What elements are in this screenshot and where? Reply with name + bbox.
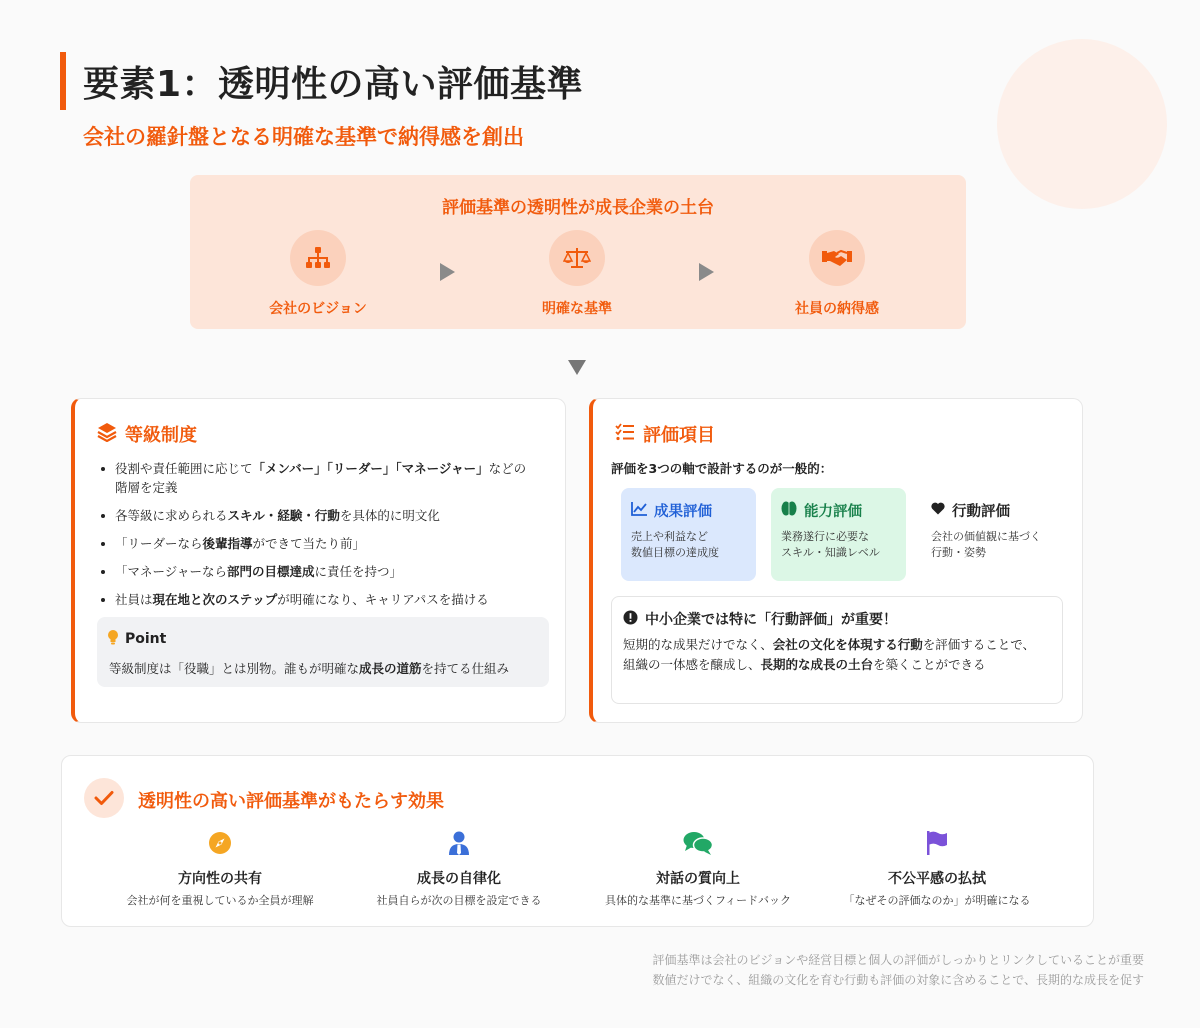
- footer-line: 数値だけでなく、組織の文化を育む行動も評価の対象に含めることで、長期的な成長を促す: [652, 973, 1144, 987]
- axis-performance: [621, 488, 756, 581]
- flow-arrow-icon: [440, 263, 455, 281]
- grade-system-card: [71, 398, 566, 723]
- page-subtitle: 会社の羅針盤となる明確な基準で納得感を創出: [83, 125, 524, 149]
- page-title: 要素1：透明性の高い評価基準: [83, 64, 584, 105]
- grade-card-title: [97, 421, 197, 447]
- flow-panel: [190, 175, 966, 329]
- flow-step-label: 社員の納得感: [795, 301, 879, 317]
- handshake-icon: [809, 230, 865, 286]
- point-text: 等級制度は「役職」とは別物。誰もが明確な成長の道筋を持てる仕組み: [109, 661, 510, 676]
- sitemap-icon: [290, 230, 346, 286]
- footer-line: 評価基準は会社のビジョンや経営目標と個人の評価がしっかりとリンクしていることが重要: [652, 953, 1144, 967]
- axis-desc: 売上や利益など 数値目標の達成度: [631, 530, 719, 559]
- axis-desc: 会社の価値観に基づく 行動・姿勢: [931, 530, 1041, 559]
- list-item: 役割や責任範囲に応じて「メンバー」「リーダー」「マネージャー」などの階層を定義: [97, 459, 537, 497]
- effects-card: [61, 755, 1094, 927]
- alert-text: 短期的な成果だけでなく、会社の文化を体現する行動を評価することで、 組織の一体感を醸成し、長期的な成長の土台を築くことができる: [623, 637, 1036, 672]
- flow-step-criteria: [487, 230, 667, 318]
- check-icon: [84, 778, 124, 818]
- effect-desc: 具体的な基準に基づくフィードバック: [605, 894, 791, 907]
- flow-step-label: 明確な基準: [542, 301, 612, 317]
- alert-title: 中小企業では特に「行動評価」が重要！: [623, 609, 897, 629]
- grade-title-text: 等級制度: [125, 425, 197, 446]
- list-item: 「リーダーなら後輩指導ができて当たり前」: [97, 534, 537, 553]
- chart-line-icon: [631, 502, 647, 520]
- evaluation-intro: 評価を3つの軸で設計するのが一般的：: [611, 461, 833, 476]
- layers-icon: [97, 422, 117, 447]
- list-item: 「マネージャーなら部門の目標達成に責任を持つ」: [97, 562, 537, 581]
- axis-title: 成果評価: [631, 500, 746, 521]
- effect-direction-sharing: [100, 830, 340, 908]
- compass-icon: [100, 830, 340, 856]
- user-tie-icon: [339, 830, 579, 856]
- axis-behavior: [921, 488, 1056, 581]
- axis-title: 能力評価: [781, 500, 896, 521]
- effect-fairness: [817, 830, 1057, 908]
- down-arrow-icon: [568, 360, 586, 375]
- comments-icon: [578, 830, 818, 856]
- heart-icon: [931, 502, 945, 519]
- effects-title: 透明性の高い評価基準がもたらす効果: [138, 791, 444, 812]
- footer-note: [652, 950, 1144, 990]
- list-item: 社員は現在地と次のステップが明確になり、キャリアパスを描ける: [97, 590, 537, 609]
- scale-icon: [549, 230, 605, 286]
- axis-title: 行動評価: [931, 500, 1046, 521]
- effect-name: 不公平感の払拭: [888, 871, 986, 887]
- decorative-circle: [997, 39, 1167, 209]
- effect-name: 対話の質向上: [656, 871, 740, 887]
- flow-step-label: 会社のビジョン: [269, 301, 367, 317]
- effect-desc: 社員自らが次の目標を設定できる: [376, 894, 542, 907]
- point-callout: [97, 617, 549, 687]
- flow-title: 評価基準の透明性が成長企業の土台: [442, 198, 714, 218]
- flow-step-acceptance: [747, 230, 927, 318]
- evaluation-items-card: [589, 398, 1083, 723]
- flow-arrow-icon: [699, 263, 714, 281]
- behavior-alert-callout: [611, 596, 1063, 704]
- title-accent-bar: [60, 52, 66, 110]
- effect-name: 方向性の共有: [178, 871, 262, 887]
- effect-name: 成長の自律化: [417, 871, 501, 887]
- axis-ability: [771, 488, 906, 581]
- axis-desc: 業務遂行に必要な スキル・知識レベル: [781, 530, 880, 559]
- effect-growth-autonomy: [339, 830, 579, 908]
- list-check-icon: [615, 423, 635, 446]
- flow-step-vision: [228, 230, 408, 318]
- effect-desc: 「なぜその評価なのか」が明確になる: [843, 894, 1031, 907]
- brain-icon: [781, 501, 797, 520]
- list-item: 各等級に求められるスキル・経験・行動を具体的に明文化: [97, 506, 537, 525]
- grade-bullet-list: [97, 459, 537, 618]
- flag-icon: [817, 830, 1057, 856]
- exclamation-circle-icon: [623, 610, 638, 629]
- evaluation-title-text: 評価項目: [643, 425, 715, 446]
- evaluation-card-title: [615, 421, 715, 447]
- effect-dialogue-quality: [578, 830, 818, 908]
- point-title: Point: [107, 629, 166, 649]
- lightbulb-icon: [107, 629, 119, 649]
- effect-desc: 会社が何を重視しているか全員が理解: [126, 894, 314, 907]
